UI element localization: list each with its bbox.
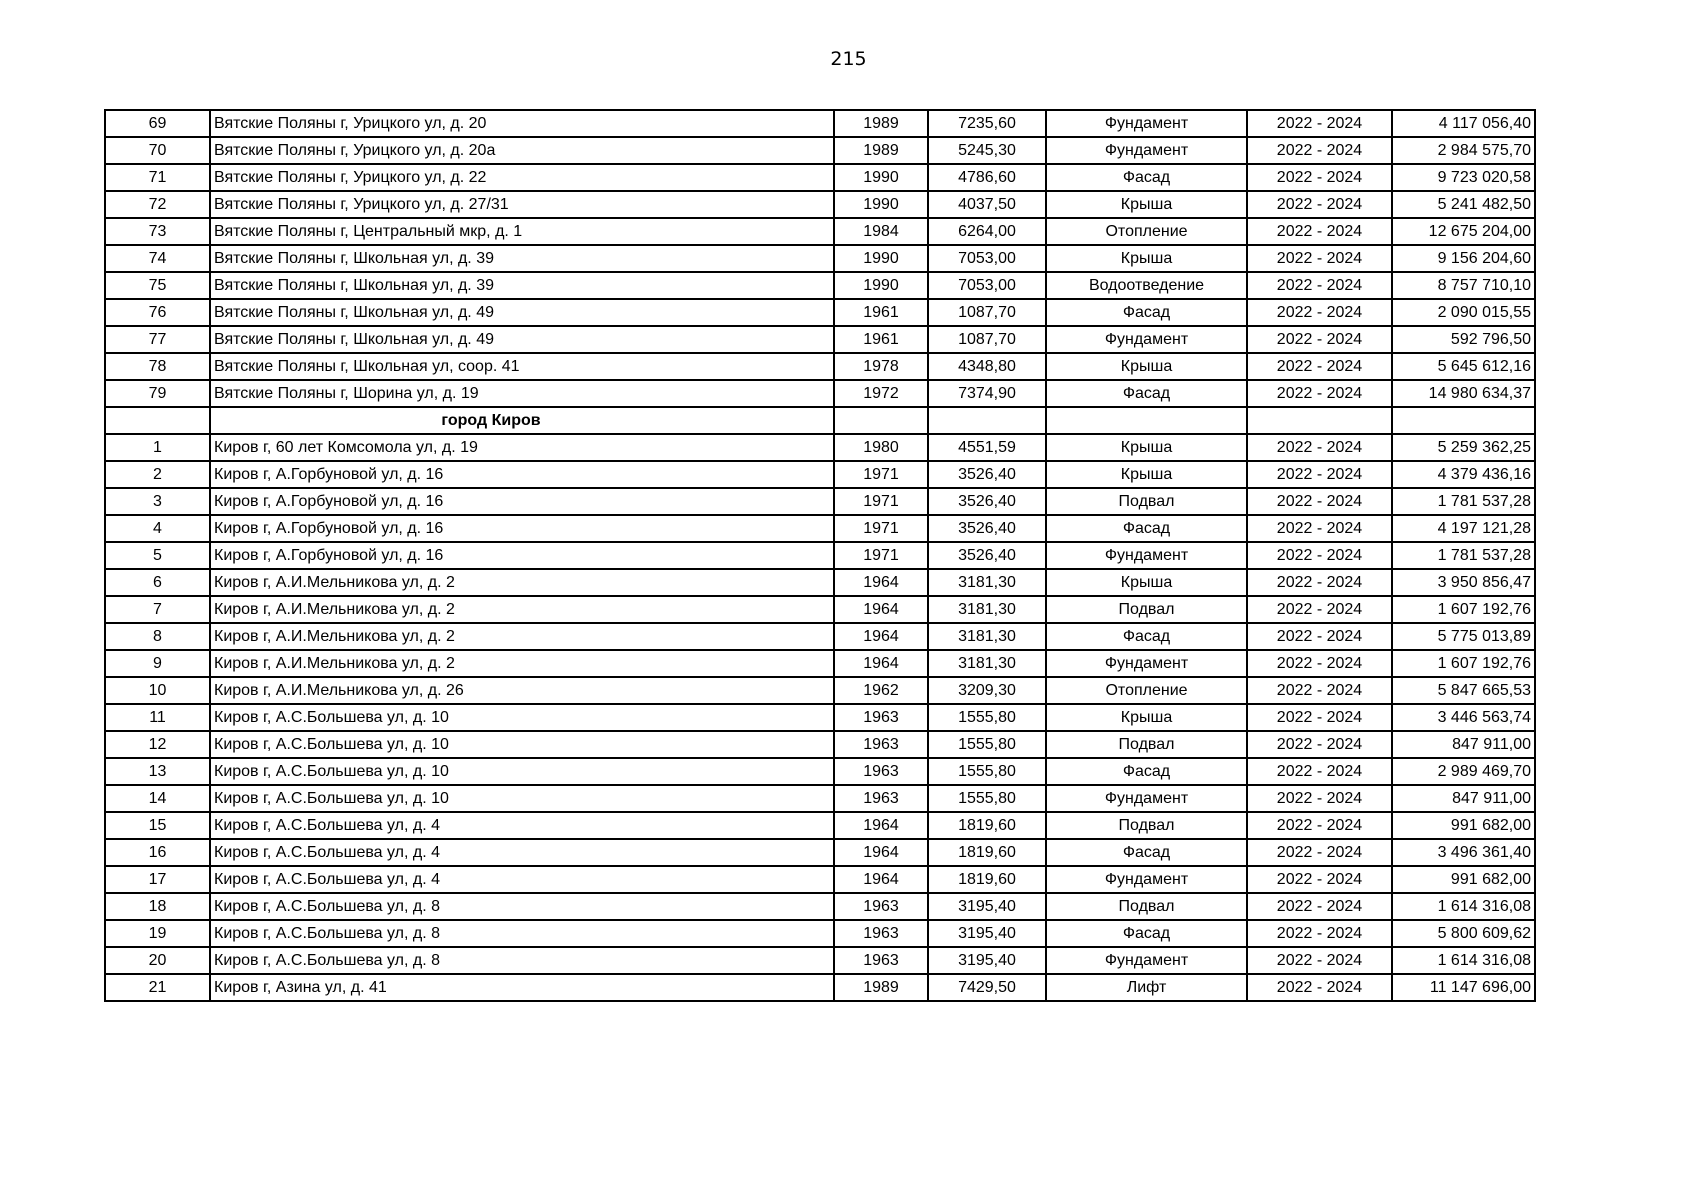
work-type-cell: Отопление: [1046, 218, 1247, 245]
cost-cell: 5 800 609,62: [1392, 920, 1535, 947]
row-number: 5: [105, 542, 210, 569]
table-row: [105, 677, 1535, 704]
area-cell: 4551,59: [928, 434, 1046, 461]
period-cell: 2022 - 2024: [1247, 569, 1392, 596]
work-type-cell: Фундамент: [1046, 650, 1247, 677]
cost-cell: 5 775 013,89: [1392, 623, 1535, 650]
area-cell: 4786,60: [928, 164, 1046, 191]
year-cell: 1990: [834, 191, 928, 218]
work-type-cell: Крыша: [1046, 569, 1247, 596]
year-cell: 1972: [834, 380, 928, 407]
table-row: [105, 569, 1535, 596]
work-type-cell: Лифт: [1046, 974, 1247, 1001]
cost-cell: 847 911,00: [1392, 731, 1535, 758]
period-cell: 2022 - 2024: [1247, 839, 1392, 866]
period-cell: 2022 - 2024: [1247, 650, 1392, 677]
area-cell: 6264,00: [928, 218, 1046, 245]
year-cell: 1964: [834, 596, 928, 623]
table-row: [105, 542, 1535, 569]
cost-cell: 4 379 436,16: [1392, 461, 1535, 488]
year-cell: 1963: [834, 785, 928, 812]
row-number: 6: [105, 569, 210, 596]
table-row: [105, 893, 1535, 920]
row-number: 76: [105, 299, 210, 326]
period-cell: 2022 - 2024: [1247, 974, 1392, 1001]
cost-cell: 4 117 056,40: [1392, 110, 1535, 137]
cost-cell: 2 984 575,70: [1392, 137, 1535, 164]
cost-cell: 3 496 361,40: [1392, 839, 1535, 866]
cost-cell: 3 446 563,74: [1392, 704, 1535, 731]
area-cell: 4037,50: [928, 191, 1046, 218]
year-cell: [834, 407, 928, 434]
row-number: 77: [105, 326, 210, 353]
row-number: 74: [105, 245, 210, 272]
year-cell: 1984: [834, 218, 928, 245]
row-number: 16: [105, 839, 210, 866]
table-row: [105, 812, 1535, 839]
address-cell: Киров г, 60 лет Комсомола ул, д. 19: [210, 434, 834, 461]
period-cell: 2022 - 2024: [1247, 758, 1392, 785]
cost-cell: 1 781 537,28: [1392, 488, 1535, 515]
year-cell: 1964: [834, 569, 928, 596]
period-cell: 2022 - 2024: [1247, 434, 1392, 461]
cost-cell: 9 723 020,58: [1392, 164, 1535, 191]
period-cell: 2022 - 2024: [1247, 866, 1392, 893]
period-cell: 2022 - 2024: [1247, 920, 1392, 947]
work-type-cell: Фундамент: [1046, 137, 1247, 164]
year-cell: 1989: [834, 110, 928, 137]
address-cell: Вятские Поляны г, Школьная ул, д. 49: [210, 326, 834, 353]
work-type-cell: Крыша: [1046, 245, 1247, 272]
cost-cell: 5 645 612,16: [1392, 353, 1535, 380]
row-number: 13: [105, 758, 210, 785]
area-cell: 3181,30: [928, 623, 1046, 650]
row-number: 79: [105, 380, 210, 407]
year-cell: 1963: [834, 731, 928, 758]
address-cell: Киров г, А.Горбуновой ул, д. 16: [210, 542, 834, 569]
row-number: 3: [105, 488, 210, 515]
work-type-cell: Фасад: [1046, 299, 1247, 326]
work-type-cell: Фундамент: [1046, 947, 1247, 974]
work-type-cell: Крыша: [1046, 704, 1247, 731]
row-number: 18: [105, 893, 210, 920]
address-cell: Вятские Поляны г, Школьная ул, соор. 41: [210, 353, 834, 380]
work-type-cell: Фасад: [1046, 515, 1247, 542]
table-row: [105, 974, 1535, 1001]
year-cell: 1989: [834, 974, 928, 1001]
address-cell: Киров г, А.Горбуновой ул, д. 16: [210, 461, 834, 488]
period-cell: 2022 - 2024: [1247, 191, 1392, 218]
cost-cell: 1 614 316,08: [1392, 893, 1535, 920]
area-cell: 1819,60: [928, 866, 1046, 893]
year-cell: 1980: [834, 434, 928, 461]
period-cell: 2022 - 2024: [1247, 299, 1392, 326]
section-title-text: город Киров: [441, 412, 541, 429]
year-cell: 1963: [834, 704, 928, 731]
area-cell: 3526,40: [928, 515, 1046, 542]
table-row: [105, 461, 1535, 488]
period-cell: 2022 - 2024: [1247, 812, 1392, 839]
registry-table: [104, 109, 1536, 1002]
cost-cell: 5 241 482,50: [1392, 191, 1535, 218]
period-cell: 2022 - 2024: [1247, 272, 1392, 299]
row-number: 10: [105, 677, 210, 704]
period-cell: [1247, 407, 1392, 434]
address-cell: Киров г, А.И.Мельникова ул, д. 2: [210, 623, 834, 650]
year-cell: 1990: [834, 164, 928, 191]
work-type-cell: Подвал: [1046, 812, 1247, 839]
area-cell: 7053,00: [928, 245, 1046, 272]
cost-cell: 592 796,50: [1392, 326, 1535, 353]
address-cell: Вятские Поляны г, Школьная ул, д. 39: [210, 245, 834, 272]
cost-cell: 11 147 696,00: [1392, 974, 1535, 1001]
row-number: 72: [105, 191, 210, 218]
work-type-cell: Отопление: [1046, 677, 1247, 704]
row-number: 15: [105, 812, 210, 839]
area-cell: 7053,00: [928, 272, 1046, 299]
table-row: [105, 515, 1535, 542]
row-number: 21: [105, 974, 210, 1001]
area-cell: 1819,60: [928, 839, 1046, 866]
work-type-cell: Крыша: [1046, 434, 1247, 461]
row-number: 8: [105, 623, 210, 650]
address-cell: Киров г, А.И.Мельникова ул, д. 2: [210, 596, 834, 623]
work-type-cell: Крыша: [1046, 191, 1247, 218]
address-cell: Вятские Поляны г, Урицкого ул, д. 22: [210, 164, 834, 191]
year-cell: 1971: [834, 461, 928, 488]
address-cell: Киров г, А.С.Большева ул, д. 8: [210, 893, 834, 920]
table-row: [105, 191, 1535, 218]
cost-cell: 991 682,00: [1392, 866, 1535, 893]
address-cell: Вятские Поляны г, Урицкого ул, д. 20а: [210, 137, 834, 164]
work-type-cell: Подвал: [1046, 731, 1247, 758]
address-cell: Вятские Поляны г, Урицкого ул, д. 27/31: [210, 191, 834, 218]
address-cell: Киров г, Азина ул, д. 41: [210, 974, 834, 1001]
area-cell: 1555,80: [928, 731, 1046, 758]
area-cell: 7429,50: [928, 974, 1046, 1001]
table-body: [105, 110, 1535, 1001]
work-type-cell: Подвал: [1046, 893, 1247, 920]
table-row: [105, 164, 1535, 191]
period-cell: 2022 - 2024: [1247, 596, 1392, 623]
period-cell: 2022 - 2024: [1247, 893, 1392, 920]
area-cell: 1087,70: [928, 299, 1046, 326]
year-cell: 1978: [834, 353, 928, 380]
cost-cell: 2 989 469,70: [1392, 758, 1535, 785]
row-number: 1: [105, 434, 210, 461]
row-number: 75: [105, 272, 210, 299]
row-number: 2: [105, 461, 210, 488]
row-number: 12: [105, 731, 210, 758]
table-row: [105, 650, 1535, 677]
work-type-cell: Фасад: [1046, 380, 1247, 407]
year-cell: 1962: [834, 677, 928, 704]
row-number: 9: [105, 650, 210, 677]
period-cell: 2022 - 2024: [1247, 326, 1392, 353]
table-row: [105, 596, 1535, 623]
period-cell: 2022 - 2024: [1247, 542, 1392, 569]
area-cell: 5245,30: [928, 137, 1046, 164]
year-cell: 1961: [834, 326, 928, 353]
year-cell: 1964: [834, 839, 928, 866]
work-type-cell: Подвал: [1046, 488, 1247, 515]
cost-cell: [1392, 407, 1535, 434]
table-row: [105, 947, 1535, 974]
cost-cell: 1 614 316,08: [1392, 947, 1535, 974]
table-row: [105, 218, 1535, 245]
address-cell: Киров г, А.Горбуновой ул, д. 16: [210, 488, 834, 515]
row-number: 20: [105, 947, 210, 974]
period-cell: 2022 - 2024: [1247, 488, 1392, 515]
cost-cell: 4 197 121,28: [1392, 515, 1535, 542]
table-row: [105, 731, 1535, 758]
period-cell: 2022 - 2024: [1247, 137, 1392, 164]
area-cell: 1555,80: [928, 704, 1046, 731]
year-cell: 1963: [834, 893, 928, 920]
year-cell: 1963: [834, 920, 928, 947]
area-cell: 3526,40: [928, 461, 1046, 488]
address-cell: Вятские Поляны г, Школьная ул, д. 49: [210, 299, 834, 326]
area-cell: 3209,30: [928, 677, 1046, 704]
table-row: [105, 434, 1535, 461]
period-cell: 2022 - 2024: [1247, 245, 1392, 272]
table-row: [105, 272, 1535, 299]
period-cell: 2022 - 2024: [1247, 110, 1392, 137]
period-cell: 2022 - 2024: [1247, 731, 1392, 758]
year-cell: 1964: [834, 866, 928, 893]
address-cell: Вятские Поляны г, Урицкого ул, д. 20: [210, 110, 834, 137]
address-cell: Киров г, А.С.Большева ул, д. 8: [210, 920, 834, 947]
row-number: 69: [105, 110, 210, 137]
address-cell: Киров г, А.С.Большева ул, д. 10: [210, 785, 834, 812]
address-cell: Вятские Поляны г, Центральный мкр, д. 1: [210, 218, 834, 245]
row-number: 78: [105, 353, 210, 380]
area-cell: 3526,40: [928, 542, 1046, 569]
work-type-cell: Крыша: [1046, 461, 1247, 488]
row-number: 71: [105, 164, 210, 191]
period-cell: 2022 - 2024: [1247, 353, 1392, 380]
work-type-cell: Фасад: [1046, 920, 1247, 947]
table-row: [105, 137, 1535, 164]
period-cell: 2022 - 2024: [1247, 785, 1392, 812]
address-cell: Киров г, А.Горбуновой ул, д. 16: [210, 515, 834, 542]
cost-cell: 1 607 192,76: [1392, 596, 1535, 623]
row-number: [105, 407, 210, 434]
cost-cell: 2 090 015,55: [1392, 299, 1535, 326]
work-type-cell: Фундамент: [1046, 785, 1247, 812]
table-row: [105, 353, 1535, 380]
address-cell: Вятские Поляны г, Школьная ул, д. 39: [210, 272, 834, 299]
table-row: [105, 839, 1535, 866]
work-type-cell: Фундамент: [1046, 110, 1247, 137]
year-cell: 1963: [834, 758, 928, 785]
row-number: 4: [105, 515, 210, 542]
address-cell: Киров г, А.С.Большева ул, д. 10: [210, 704, 834, 731]
work-type-cell: Фасад: [1046, 623, 1247, 650]
area-cell: 1555,80: [928, 785, 1046, 812]
area-cell: 7374,90: [928, 380, 1046, 407]
table-row: [105, 245, 1535, 272]
period-cell: 2022 - 2024: [1247, 461, 1392, 488]
row-number: 14: [105, 785, 210, 812]
table-row: [105, 299, 1535, 326]
page-number: 215: [830, 48, 867, 70]
work-type-cell: Крыша: [1046, 353, 1247, 380]
cost-cell: 14 980 634,37: [1392, 380, 1535, 407]
period-cell: 2022 - 2024: [1247, 380, 1392, 407]
address-cell: Киров г, А.С.Большева ул, д. 8: [210, 947, 834, 974]
work-type-cell: Водоотведение: [1046, 272, 1247, 299]
cost-cell: 5 259 362,25: [1392, 434, 1535, 461]
area-cell: 3181,30: [928, 650, 1046, 677]
table-row: [105, 785, 1535, 812]
table-row: [105, 866, 1535, 893]
section-title: [210, 407, 834, 434]
area-cell: 3195,40: [928, 947, 1046, 974]
area-cell: 3526,40: [928, 488, 1046, 515]
period-cell: 2022 - 2024: [1247, 218, 1392, 245]
period-cell: 2022 - 2024: [1247, 677, 1392, 704]
table-row: [105, 623, 1535, 650]
area-cell: 3195,40: [928, 920, 1046, 947]
address-cell: Киров г, А.С.Большева ул, д. 4: [210, 866, 834, 893]
period-cell: 2022 - 2024: [1247, 947, 1392, 974]
work-type-cell: Фундамент: [1046, 326, 1247, 353]
area-cell: 3195,40: [928, 893, 1046, 920]
cost-cell: 9 156 204,60: [1392, 245, 1535, 272]
table-row: [105, 920, 1535, 947]
work-type-cell: [1046, 407, 1247, 434]
year-cell: 1971: [834, 515, 928, 542]
row-number: 19: [105, 920, 210, 947]
address-cell: Киров г, А.С.Большева ул, д. 4: [210, 812, 834, 839]
year-cell: 1964: [834, 812, 928, 839]
table-row: [105, 704, 1535, 731]
table-row: [105, 758, 1535, 785]
period-cell: 2022 - 2024: [1247, 623, 1392, 650]
year-cell: 1963: [834, 947, 928, 974]
row-number: 7: [105, 596, 210, 623]
cost-cell: 8 757 710,10: [1392, 272, 1535, 299]
year-cell: 1964: [834, 623, 928, 650]
work-type-cell: Фундамент: [1046, 542, 1247, 569]
period-cell: 2022 - 2024: [1247, 704, 1392, 731]
address-cell: Вятские Поляны г, Шорина ул, д. 19: [210, 380, 834, 407]
row-number: 17: [105, 866, 210, 893]
area-cell: [928, 407, 1046, 434]
cost-cell: 5 847 665,53: [1392, 677, 1535, 704]
table-row: [105, 380, 1535, 407]
work-type-cell: Фасад: [1046, 758, 1247, 785]
table-row: [105, 488, 1535, 515]
cost-cell: 1 607 192,76: [1392, 650, 1535, 677]
row-number: 11: [105, 704, 210, 731]
year-cell: 1964: [834, 650, 928, 677]
work-type-cell: Подвал: [1046, 596, 1247, 623]
period-cell: 2022 - 2024: [1247, 164, 1392, 191]
address-cell: Киров г, А.С.Большева ул, д. 4: [210, 839, 834, 866]
table-row: [105, 326, 1535, 353]
area-cell: 4348,80: [928, 353, 1046, 380]
area-cell: 1555,80: [928, 758, 1046, 785]
area-cell: 1819,60: [928, 812, 1046, 839]
address-cell: Киров г, А.С.Большева ул, д. 10: [210, 758, 834, 785]
cost-cell: 1 781 537,28: [1392, 542, 1535, 569]
year-cell: 1989: [834, 137, 928, 164]
row-number: 73: [105, 218, 210, 245]
year-cell: 1971: [834, 542, 928, 569]
cost-cell: 847 911,00: [1392, 785, 1535, 812]
cost-cell: 991 682,00: [1392, 812, 1535, 839]
address-cell: Киров г, А.С.Большева ул, д. 10: [210, 731, 834, 758]
address-cell: Киров г, А.И.Мельникова ул, д. 2: [210, 650, 834, 677]
period-cell: 2022 - 2024: [1247, 515, 1392, 542]
cost-cell: 12 675 204,00: [1392, 218, 1535, 245]
section-header-row: [105, 407, 1535, 434]
work-type-cell: Фундамент: [1046, 866, 1247, 893]
year-cell: 1961: [834, 299, 928, 326]
area-cell: 7235,60: [928, 110, 1046, 137]
table-row: [105, 110, 1535, 137]
year-cell: 1990: [834, 272, 928, 299]
area-cell: 1087,70: [928, 326, 1046, 353]
address-cell: Киров г, А.И.Мельникова ул, д. 2: [210, 569, 834, 596]
cost-cell: 3 950 856,47: [1392, 569, 1535, 596]
year-cell: 1971: [834, 488, 928, 515]
year-cell: 1990: [834, 245, 928, 272]
address-cell: Киров г, А.И.Мельникова ул, д. 26: [210, 677, 834, 704]
area-cell: 3181,30: [928, 596, 1046, 623]
work-type-cell: Фасад: [1046, 164, 1247, 191]
work-type-cell: Фасад: [1046, 839, 1247, 866]
row-number: 70: [105, 137, 210, 164]
area-cell: 3181,30: [928, 569, 1046, 596]
